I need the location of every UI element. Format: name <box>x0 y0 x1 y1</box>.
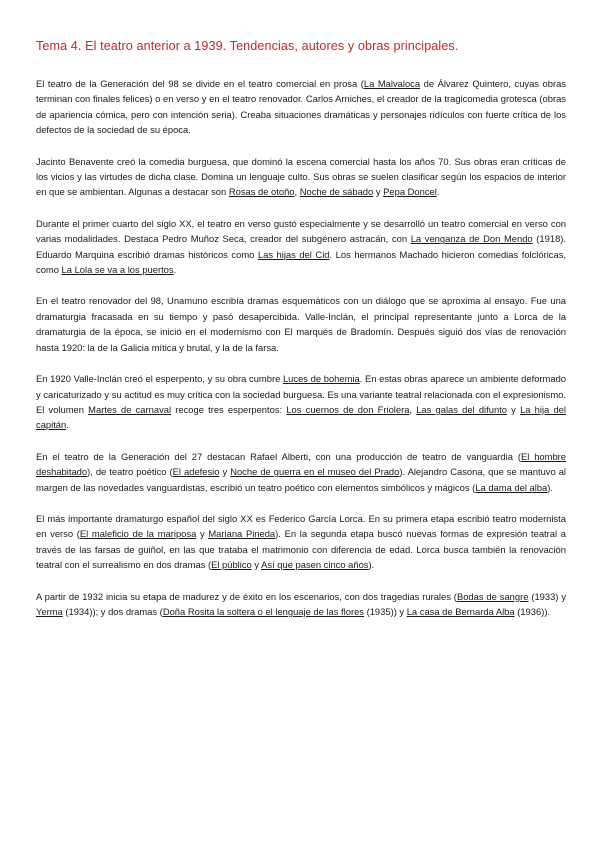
paragraph-text: En 1920 Valle-Inclán creó el esperpento, y su obra cumbre <box>36 373 283 385</box>
paragraph-text: de Álvarez Quintero, cuyas obras terminan con finales felices) o en verso y en el teatro renovador. Carlos Arniches, el creador de la tragicomedia grotesca (obras de apariencia cómica, pero con intención seria). Creaba situaciones dramáticas y personajes ridículos con fuerte crítica de los defectos de la sociedad de su época. <box>36 78 566 136</box>
paragraph-text: ). <box>547 481 553 493</box>
document-title: Tema 4. El teatro anterior a 1939. Tendencias, autores y obras principales. <box>36 39 459 53</box>
paragraph-text: , <box>409 403 417 415</box>
work-title: Los cuernos de don Friolera <box>286 403 410 415</box>
paragraph-text: El más importante dramaturgo español del siglo XX es Federico García Lorca. En su primera etapa escribió teatro modernista en verso ( <box>36 512 566 540</box>
work-title: Así que pasen cinco años <box>261 559 369 571</box>
paragraph-text: ). En la segunda etapa buscó nuevas formas de expresión teatral a través de las farsas de guiñol, en las que trataba el matrimonio con diferencia de edad. Lorca busca también la renovación teatral con el surrealismo en dos dramas ( <box>36 528 566 571</box>
paragraph-1 <box>36 76 566 138</box>
paragraph-text: (1934)); y dos dramas ( <box>62 605 163 617</box>
paragraph-2 <box>36 154 566 200</box>
document-body <box>36 76 566 619</box>
work-title: Noche de sábado <box>299 186 374 198</box>
work-title: El adefesio <box>172 466 220 478</box>
work-title: La venganza de Don Mendo <box>410 233 533 245</box>
work-title: Doña Rosita la soltera o el lenguaje de las flores <box>162 605 364 617</box>
paragraph-text: y <box>373 186 384 198</box>
paragraph-text: (1918). Eduardo Marquina escribió dramas históricos como <box>36 233 567 260</box>
paragraph-text: El teatro de la Generación del 98 se divide en el teatro comercial en prosa ( <box>36 78 364 89</box>
paragraph-5 <box>36 371 566 433</box>
paragraph-text: A partir de 1932 inicia su etapa de madurez y de éxito en los escenarios, con dos tragedias rurales ( <box>36 590 457 602</box>
work-title: La hija del capitán <box>36 403 566 431</box>
paragraph-text: Jacinto Benavente creó la comedia burguesa, que dominó la escena comercial hasta los años 70. Sus obras eran críticas de los vicios y las virtudes de dicha clase. Domina un lenguaje culto. Sus obras se suelen clasificar según los espacios de interior en que se ambientan. Algunas a destacar son <box>36 155 566 198</box>
paragraph-text: y <box>506 403 521 415</box>
paragraph-text: Durante el primer cuarto del siglo XX, el teatro en verso gustó especialmente y se desarrolló un teatro comercial en verso con varias modalidades. Destaca Pedro Muñoz Seca, creador del subgénero astracán, con <box>36 217 566 245</box>
work-title: El público <box>211 559 252 571</box>
work-title: Pepa Doncel <box>383 186 437 198</box>
paragraph-text: , <box>294 186 300 198</box>
paragraph-8 <box>36 589 566 620</box>
paragraph-text: . <box>173 264 177 276</box>
paragraph-text: (1933) y <box>528 590 567 602</box>
paragraph-6 <box>36 449 566 495</box>
work-title: Las hijas del Cid <box>257 248 330 260</box>
work-title: El maleficio de la mariposa <box>79 528 197 540</box>
paragraph-text: . Los hermanos Machado hicieron comedias folclóricas, como <box>36 248 567 276</box>
paragraph-text: ). Alejandro Casona, que se mantuvo al margen de las novedades vanguardistas, escribió un teatro poético con elementos simbólicos y mágicos ( <box>36 466 567 493</box>
paragraph-text: (1936)). <box>514 605 551 617</box>
paragraph-7 <box>36 511 566 573</box>
work-title: Yerma <box>36 605 63 617</box>
paragraph-text: y <box>196 528 209 540</box>
work-title: La Malvaloca <box>363 78 421 89</box>
paragraph-text: ). <box>368 559 375 571</box>
paragraph-4 <box>36 293 566 355</box>
work-title: La dama del alba <box>475 481 548 493</box>
paragraph-text: . En estas obras aparece un ambiente deformado y caricaturizado y su actitud es muy crítica con la sociedad burguesa. Es una variante teatral relacionada con el expresionismo. El volumen <box>36 373 566 415</box>
work-title: La casa de Bernarda Alba <box>406 605 515 617</box>
work-title: Martes de carnaval <box>88 403 172 415</box>
work-title: La Lola se va a los puertos <box>61 264 174 276</box>
work-title: Bodas de sangre <box>456 590 529 602</box>
paragraph-text: En el teatro renovador del 98, Unamuno escribía dramas esquemáticos con un diálogo que se aproxima al ensayo. Fue una dramaturgia fracasada en su tiempo y pasó desapercibida. Valle-Inclán, el principal representante junto a Lorca de la dramaturgia de la época, se inició en el modernismo con El marqués de Bradomín. Después siguió dos vías de renovación hasta 1920: la de la Galicia mítica y brutal, y la de la farsa. <box>36 295 566 353</box>
work-title: El hombre deshabitado <box>36 450 566 478</box>
work-title: Rosas de otoño <box>228 186 295 198</box>
paragraph-text: En el teatro de la Generación del 27 destacan Rafael Alberti, con una producción de teatro de vanguardia ( <box>36 450 521 462</box>
work-title: Noche de guerra en el museo del Prado <box>230 466 400 478</box>
paragraph-text: y <box>251 559 262 571</box>
work-title: Mariana Pineda <box>208 528 276 540</box>
paragraph-text: ), de teatro poético ( <box>87 466 173 478</box>
paragraph-3 <box>36 216 566 278</box>
work-title: Luces de bohemia <box>282 373 360 385</box>
paragraph-text: y <box>219 466 231 478</box>
paragraph-text: recoge tres esperpentos: <box>171 403 287 415</box>
paragraph-text: . <box>436 186 440 198</box>
paragraph-text: . <box>66 419 69 431</box>
paragraph-text: (1935)) y <box>363 605 407 617</box>
work-title: Las galas del difunto <box>416 403 507 415</box>
